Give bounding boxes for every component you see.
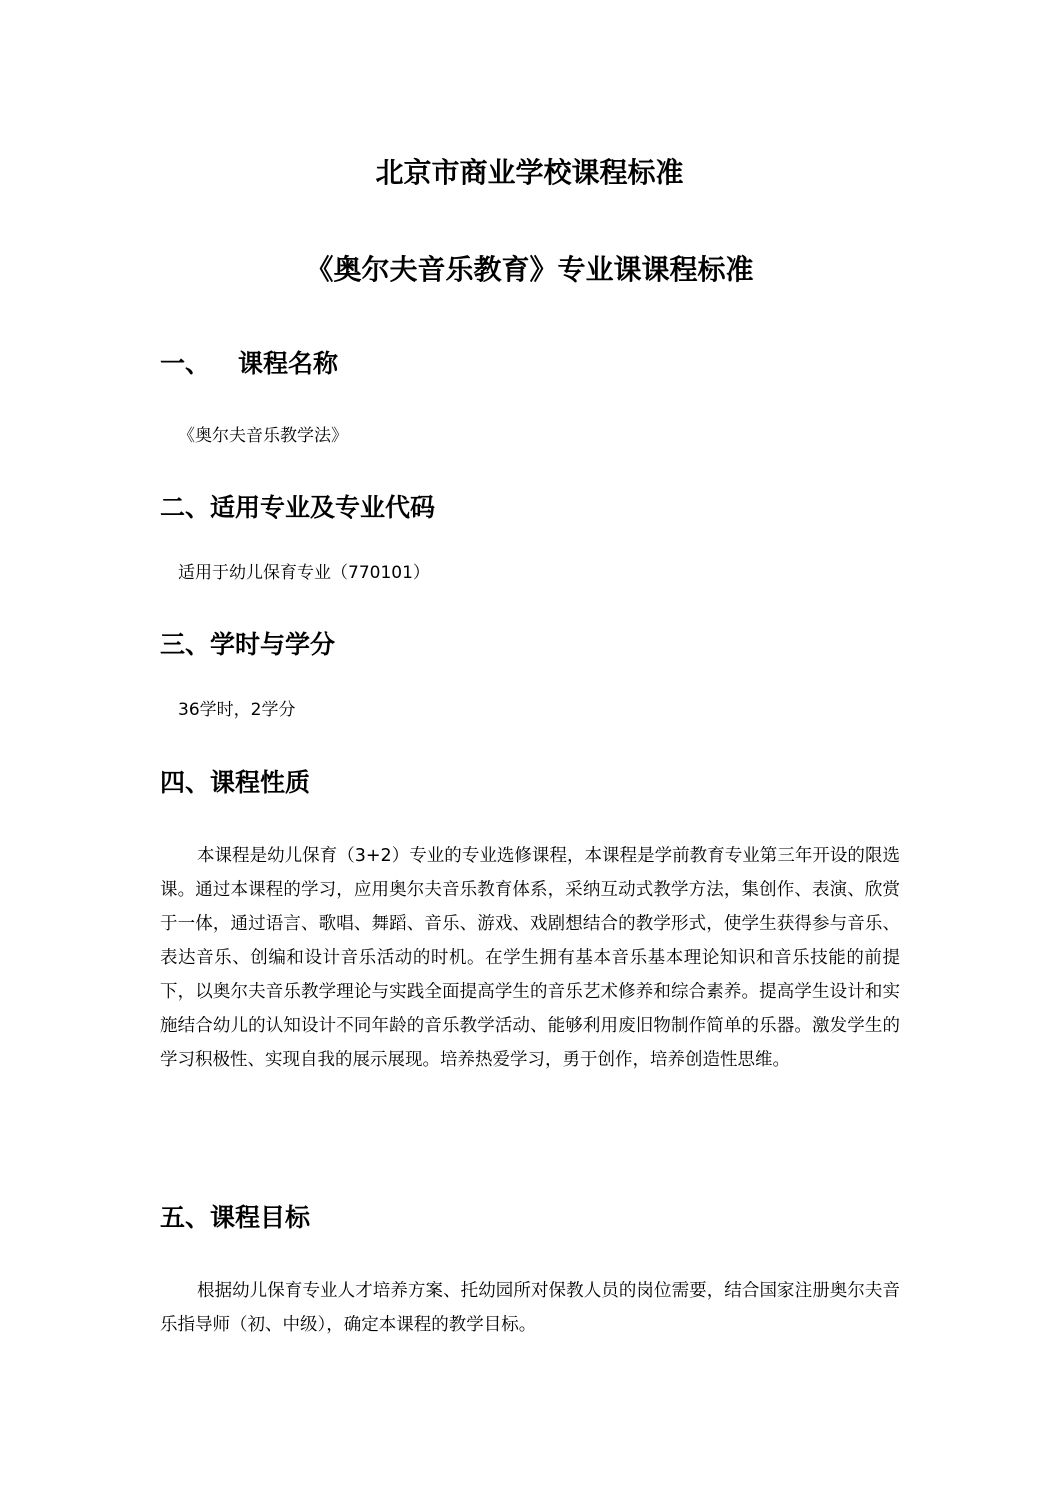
section-body-hours-credits: 36学时，2学分 <box>178 700 296 720</box>
section-number: 一、 <box>160 349 211 378</box>
section-heading-course-name <box>160 346 338 382</box>
section-heading-hours-credits: 三、学时与学分 <box>160 630 336 659</box>
section-heading-course-objectives: 五、课程目标 <box>160 1203 311 1232</box>
section-body-course-name: 《奥尔夫音乐教学法》 <box>178 426 348 446</box>
section-heading-text: 课程名称 <box>238 349 339 378</box>
document-title: 北京市商业学校课程标准 <box>375 156 684 189</box>
document-subtitle: 《奥尔夫音乐教育》专业课课程标准 <box>305 253 754 286</box>
section-heading-major: 二、适用专业及专业代码 <box>160 493 436 522</box>
section-body-course-objectives: 根据幼儿保育专业人才培养方案、托幼园所对保教人员的岗位需要，结合国家注册奥尔夫音乐指导师（初、中级），确定本课程的教学目标。 <box>160 1281 900 1335</box>
section-body-course-nature: 本课程是幼儿保育（3+2）专业的专业选修课程，本课程是学前教育专业第三年开设的限选课。通过本课程的学习，应用奥尔夫音乐教育体系，采纳互动式教学方法，集创作、表演、欣赏于一体，通过语言、歌唱、舞蹈、音乐、游戏、戏剧想结合的教学形式，使学生获得参与音乐、表达音乐、创编和设计音乐活动的时机。在学生拥有基本音乐基本理论知识和音乐技能的前提下，以奥尔夫音乐教学理论与实践全面提高学生的音乐艺术修养和综合素养。提高学生设计和实施结合幼儿的认知设计不同年龄的音乐教学活动、能够利用废旧物制作简单的乐器。激发学生的学习积极性、实现自我的展示展现。培养热爱学习，勇于创作，培养创造性思维。 <box>160 846 900 1070</box>
section-body-major: 适用于幼儿保育专业（770101） <box>178 563 430 583</box>
section-heading-course-nature: 四、课程性质 <box>160 768 311 797</box>
